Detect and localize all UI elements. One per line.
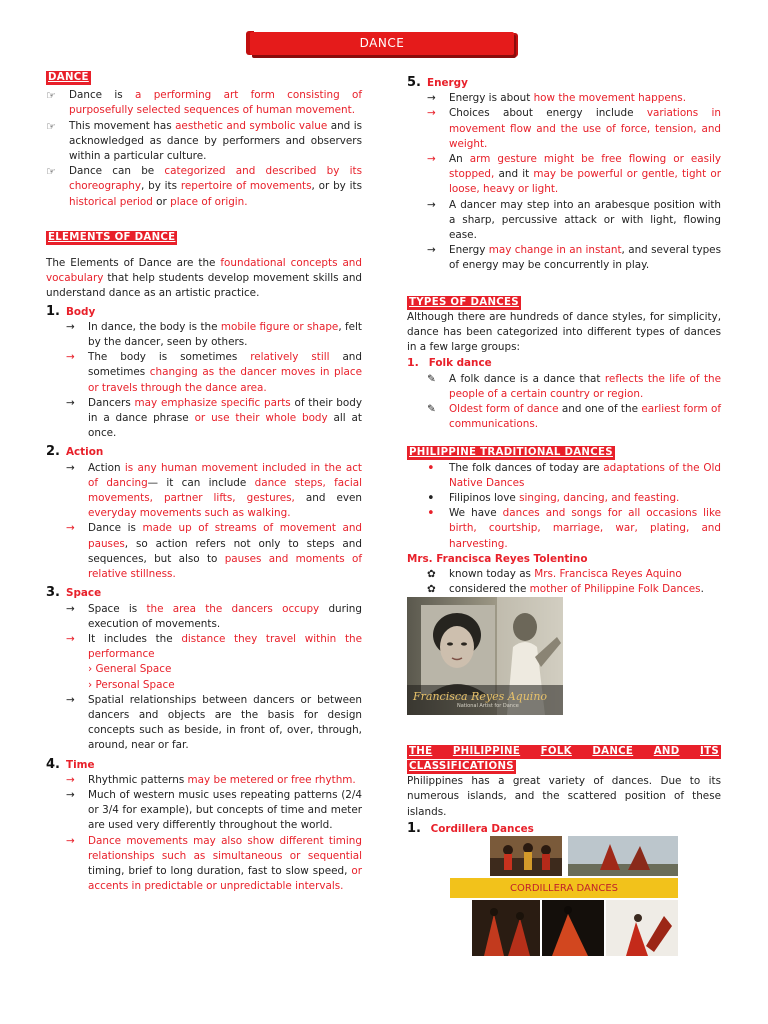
body-text: The folk dances of today are [449, 461, 604, 474]
section-name: Action [65, 446, 104, 459]
arrow-icon: → [66, 522, 75, 535]
highlight-text: changing as the dancer moves in place or travels through the dance area. [88, 366, 362, 394]
elements-list [46, 304, 362, 895]
section-number: 1. [46, 303, 60, 319]
highlight-text: aesthetic and symbolic value [175, 119, 328, 132]
body-text: Dancers [88, 396, 135, 409]
elements-section [46, 230, 362, 895]
sub-space-item: › General Space [88, 663, 172, 676]
frt-item [407, 567, 721, 582]
cordillera-collage [450, 836, 678, 956]
body-text: , or by its [311, 180, 362, 193]
section-item-text [449, 244, 721, 271]
body-text: or [152, 195, 171, 208]
section-item-text [449, 153, 721, 195]
section-item-text [88, 462, 362, 520]
body-text: and is acknowledged as dance by performers and observers within a particular culture. [69, 119, 362, 163]
section-item-text [88, 397, 362, 439]
section-number: 2. [46, 444, 60, 460]
highlight-text: may emphasize specific parts [134, 396, 291, 409]
highlight-text: distance they travel within the performance [88, 632, 362, 661]
body-text: A dancer may step into an arabesque position with a sharp, percussive attack or with light, flowing ease. [449, 198, 721, 242]
elements-heading: ELEMENTS OF DANCE [48, 231, 176, 243]
highlight-text: reflects the life of the people of a certain country or region. [449, 372, 721, 400]
hand-pointer-icon: ☞ [46, 119, 56, 133]
ph-section [407, 445, 721, 597]
hand-pointer-icon: ☞ [46, 165, 56, 179]
body-text: Much of western music uses repeating patterns (2/4 or 3/4 for example), but concepts of time and meter are used very differently throughout the world. [88, 788, 362, 832]
classif-heading-line2: CLASSIFICATIONS [409, 761, 514, 772]
energy-section [407, 75, 721, 274]
body-text: We have [449, 507, 503, 520]
section-number: 3. [46, 585, 60, 601]
body-text: and it [494, 168, 534, 181]
arrow-icon: → [427, 244, 436, 257]
pencil-icon: ✎ [427, 403, 436, 416]
section-item [407, 152, 721, 198]
body-text: Filipinos love [449, 492, 520, 505]
section-item [46, 834, 362, 895]
dance-bullet [46, 164, 362, 210]
highlight-text: may change in an instant [488, 244, 622, 257]
ph-item-text [449, 492, 679, 504]
frt-item-text [449, 568, 682, 580]
folk-item [407, 402, 721, 432]
section-heading-energy [407, 75, 721, 91]
highlight-text: earliest form of communications. [449, 403, 721, 431]
classif-heading-word: AND [653, 746, 680, 757]
body-text: , so action refers not only to steps and sequences, but also to [88, 537, 362, 565]
section-item-text [88, 522, 362, 580]
section-item [46, 693, 362, 754]
body-text: , and several types of energy may be concurrently in play. [449, 244, 721, 272]
bullet-dot-icon: • [427, 491, 435, 507]
section-heading-space [46, 585, 362, 601]
arrow-icon: → [66, 351, 75, 364]
folk-number: 1. [407, 356, 419, 370]
classif-heading-word: ITS [700, 746, 719, 757]
sub-space-item: › Personal Space [88, 678, 175, 691]
highlight-text: pauses and moments of relative stillness. [88, 552, 362, 581]
section-item [46, 461, 362, 522]
highlight-text: mother of Philippine Folk Dances [529, 583, 701, 596]
classif-heading-word: THE [409, 746, 433, 757]
section-item [46, 396, 362, 442]
body-text: during execution of movements. [88, 602, 362, 630]
dance-section [46, 70, 362, 210]
highlight-text: mobile figure or shape [220, 320, 339, 333]
section-number: 5. [407, 75, 421, 90]
section-name: Energy [426, 77, 468, 89]
classifications-section [407, 745, 721, 837]
folk-dance-heading [407, 355, 721, 371]
elements-intro [46, 256, 362, 302]
cordillera-number: 1. [407, 820, 421, 836]
bullet-dot-icon: • [427, 460, 435, 476]
body-text: — it can include [147, 476, 255, 489]
section-number: 4. [46, 756, 60, 772]
classif-heading-words [409, 745, 719, 759]
left-column [46, 70, 362, 894]
body-text: Energy [449, 244, 489, 257]
body-text: Energy is about [449, 92, 534, 105]
body-text: Dance is [88, 522, 143, 535]
arrow-icon: → [66, 396, 75, 409]
highlight-text: historical period [69, 195, 153, 208]
dance-bullet-text [69, 89, 362, 116]
section-item [46, 350, 362, 396]
arrow-icon: → [66, 320, 75, 333]
folk-name: Folk dance [428, 357, 492, 370]
section-heading-body [46, 304, 362, 320]
frt-item [407, 582, 721, 597]
body-text: Space is [88, 602, 147, 615]
dance-bullet-list [46, 88, 362, 210]
highlight-text: categorized and described by its choreography [69, 165, 362, 193]
section-item [407, 198, 721, 244]
ph-item [407, 491, 721, 506]
arrow-icon: → [66, 788, 75, 801]
cordillera-banner-label: CORDILLERA DANCES [510, 883, 618, 894]
frt-list [407, 567, 721, 597]
arrow-icon: → [66, 834, 75, 847]
section-item-text [449, 92, 686, 104]
section-heading-time [46, 757, 362, 773]
cordillera-collage-art [450, 836, 678, 956]
title-banner [246, 31, 518, 57]
section-item-text [88, 351, 362, 393]
body-text: , felt by the dancer, seen by others. [88, 320, 363, 349]
cordillera-heading [407, 821, 721, 837]
section-item [46, 773, 362, 788]
body-text: Choices about energy include [449, 107, 647, 120]
folk-item-text [449, 403, 721, 430]
frt-item-text [449, 583, 704, 595]
section-item-text [449, 107, 721, 149]
body-text: all at once. [88, 412, 362, 440]
body-text: Action [88, 461, 125, 474]
body-text: Rhythmic patterns [88, 773, 188, 786]
highlight-text: may be powerful or gentle, tight or loose, heavy or light. [449, 168, 721, 196]
arrow-icon: → [427, 92, 436, 105]
section-item-text [88, 603, 362, 630]
francisca-photo [407, 597, 563, 715]
section-name: Time [65, 758, 95, 771]
flower-icon: ✿ [427, 583, 436, 596]
highlight-text: dances and songs for all occasions like birth, courtship, marriage, war, plating, and harvesting. [449, 507, 721, 550]
section-item [407, 243, 721, 273]
photo-signature: Francisca Reyes Aquino [413, 690, 548, 703]
ph-list [407, 461, 721, 552]
section-item-text [88, 789, 362, 831]
section-item [407, 106, 721, 152]
flower-icon: ✿ [427, 568, 436, 581]
body-text: Spatial relationships between dancers or between dancers and objects are the basis for design concepts such as beside, in front of, over, through, around, near or far. [88, 693, 362, 752]
highlight-text: foundational concepts and vocabulary [46, 257, 362, 285]
section-item [46, 602, 362, 632]
highlight-text: the area the dancers occupy [146, 602, 320, 615]
body-text: of their body in a dance phrase [88, 396, 362, 425]
highlight-text: Dance movements may also show different timing relationships such as simultaneous or sequential [88, 834, 362, 862]
highlight-text: relatively still [250, 351, 330, 364]
right-column [407, 75, 721, 598]
highlight-text: is any human movement included in the act of dancing [88, 461, 362, 489]
arrow-icon: → [66, 602, 75, 615]
dance-bullet [46, 119, 362, 165]
bullet-dot-icon: • [427, 506, 435, 522]
body-text: known today as [449, 568, 535, 581]
types-intro: Although there are hundreds of dance styles, for simplicity, dance has been categorized into different types of dances in a few large groups: [407, 310, 721, 354]
body-text: The Elements of Dance are the [46, 257, 221, 270]
highlight-text: dance steps, facial movements, partner lifts, gestures, [88, 476, 362, 505]
body-text: . [700, 583, 704, 596]
highlight-text: how the movement happens. [533, 92, 687, 105]
folk-item [407, 372, 721, 402]
photo-caption: National Artist for Dance [457, 703, 519, 709]
pencil-icon: ✎ [427, 372, 436, 385]
types-heading: TYPES OF DANCES [409, 296, 519, 308]
section-item [46, 632, 362, 662]
ph-item-text [449, 462, 721, 489]
highlight-text: singing, dancing, and feasting. [519, 492, 680, 505]
folk-item-text [449, 373, 721, 400]
dance-heading: DANCE [48, 72, 89, 83]
highlight-text: a performing art form consisting of purposefully selected sequences of human movement. [69, 89, 363, 117]
section-item-text [88, 321, 362, 348]
classif-intro: Philippines has a great variety of dances. Due to its numerous islands, and the scattered position of these islands. [407, 775, 721, 818]
arrow-icon: → [427, 198, 436, 211]
highlight-text: or use their whole body [194, 412, 328, 425]
highlight-text: variations in movement flow and the use of force, tension, and weight. [449, 107, 721, 150]
section-item [46, 788, 362, 834]
classif-heading-word: DANCE [592, 746, 634, 757]
section-item-text [88, 835, 362, 893]
body-text: An [449, 153, 470, 166]
arrow-icon: → [66, 461, 75, 474]
arrow-icon: → [66, 773, 75, 786]
body-text: timing, brief to long duration, fast to slow speed, [88, 864, 352, 877]
body-text: This movement has [69, 119, 176, 132]
section-name: Space [65, 587, 102, 600]
body-text: A folk dance is a dance that [449, 372, 605, 385]
section-item-text [88, 694, 362, 752]
highlight-text: Oldest form of dance [449, 403, 559, 416]
body-text: In dance, the body is the [88, 320, 221, 333]
section-heading-action [46, 444, 362, 460]
classif-heading-word: FOLK [540, 746, 572, 757]
page-title: DANCE [359, 36, 405, 50]
arrow-icon: → [66, 632, 75, 645]
highlight-text: or accents in predictable or unpredictable intervals. [88, 864, 362, 893]
section-item [46, 521, 362, 582]
highlight-text: arm gesture might be free flowing or easily stopped, [449, 153, 721, 181]
section-item-text [88, 633, 362, 660]
highlight-text: place of origin. [170, 195, 248, 208]
frt-heading: Mrs. Francisca Reyes Tolentino [407, 552, 588, 565]
arrow-icon: → [427, 107, 436, 120]
body-text: and even [294, 492, 362, 505]
classif-heading-word: PHILIPPINE [452, 746, 521, 757]
dance-bullet [46, 88, 362, 118]
arrow-icon: → [427, 153, 436, 166]
section-name: Body [65, 305, 96, 318]
body-text: and one of the [558, 403, 642, 416]
body-text: , by its [141, 180, 181, 193]
section-item [407, 91, 721, 106]
cordillera-name: Cordillera Dances [430, 822, 534, 835]
ph-item [407, 461, 721, 491]
section-item-text [449, 199, 721, 241]
hand-pointer-icon: ☞ [46, 89, 56, 103]
arrow-icon: → [66, 693, 75, 706]
body-text: considered the [449, 583, 530, 596]
section-item [46, 320, 362, 350]
body-text: It includes the [88, 632, 182, 645]
types-section [407, 295, 721, 433]
section-item-text [88, 774, 356, 786]
highlight-text: everyday movements such as walking. [88, 507, 291, 520]
body-text: The body is sometimes [88, 351, 251, 364]
body-text: Dance can be [69, 165, 165, 178]
body-text: and sometimes [88, 351, 362, 379]
body-text: that help students develop movement skills and understand dance as an artistic practice. [46, 272, 362, 300]
ph-heading: PHILIPPINE TRADITIONAL DANCES [409, 447, 613, 459]
highlight-text: may be metered or free rhythm. [187, 773, 356, 786]
body-text: Dance is [69, 89, 136, 102]
highlight-text: adaptations of the Old Native Dances [449, 461, 721, 489]
folk-list [407, 372, 721, 433]
ph-item-text [449, 507, 721, 549]
classif-heading-line1 [407, 745, 721, 759]
dance-bullet-text [69, 165, 362, 207]
dance-bullet-text [69, 120, 362, 162]
highlight-text: repertoire of movements [180, 180, 312, 193]
ph-item [407, 506, 721, 552]
highlight-text: Mrs. Francisca Reyes Aquino [534, 568, 682, 581]
highlight-text: made up of streams of movement and pauses [88, 522, 363, 550]
